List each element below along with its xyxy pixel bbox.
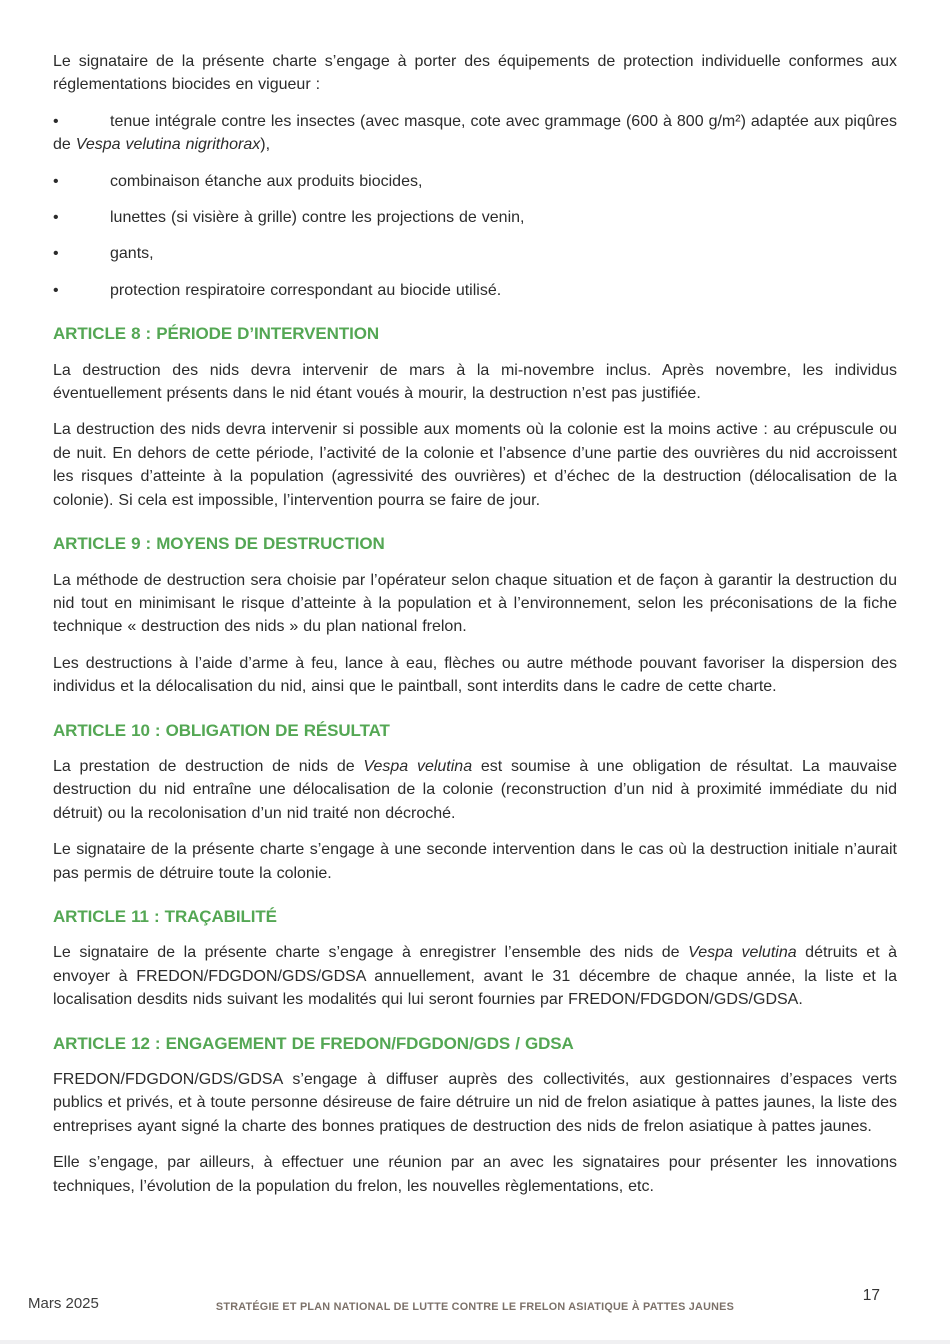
- text-segment: ARTICLE 11 : TRAÇABILITÉ: [53, 906, 277, 926]
- bullet-item: [53, 279, 897, 302]
- text-segment: Elle s’engage, par ailleurs, à effectuer une réunion par an avec les signataires pour présenter les innovations techniques, l’évolution de la population du frelon, les nouvelles règlementations, etc.: [53, 1154, 897, 1195]
- text-segment: Le signataire de la présente charte s’engage à une seconde intervention dans le cas où la destruction initiale n’aurait pas permis de détruire toute la colonie.: [53, 841, 897, 882]
- paragraph: [53, 50, 897, 97]
- text-segment: La méthode de destruction sera choisie par l’opérateur selon chaque situation et de façon à garantir la destruction du nid tout en minimisant le risque d’atteinte à la population et à l’environnement, selon les préconisations de la fiche technique « destruction des nids » du plan national frelon.: [53, 571, 897, 636]
- paragraph: [53, 838, 897, 885]
- footer-date: Mars 2025: [28, 1295, 99, 1312]
- bullet-item: [53, 206, 897, 229]
- bullet-icon: •: [53, 209, 59, 227]
- text-segment: ARTICLE 9 : MOYENS DE DESTRUCTION: [53, 534, 385, 554]
- text-segment: FREDON/FDGDON/GDS/GDSA s’engage à diffuser auprès des collectivités, aux gestionnaires d’espaces verts publics et privés, et à toute personne désireuse de faire détruire un nid de frelon asiatique à pattes jaunes, la liste des entreprises ayant signé la charte des bonnes pratiques de destruction des nids de frelon asiatique à pattes jaunes.: [53, 1071, 897, 1135]
- text-segment: La destruction des nids devra intervenir si possible aux moments où la colonie est la moins active : au crépuscule ou de nuit. En dehors de cette période, l’activité de la colonie et l’absence d’une partie des ouvrières du nid accroissent les risques d’atteinte à la population (agressivité des ouvrières) et d’échec de la destruction (délocalisation de la colonie). Si cela est impossible, l’intervention pourra se faire de jour.: [53, 421, 897, 509]
- article-heading: [53, 905, 897, 928]
- paragraph: [53, 1068, 897, 1138]
- text-segment: ARTICLE 8 : PÉRIODE D’INTERVENTION: [53, 324, 380, 344]
- bullet-icon: •: [53, 172, 59, 190]
- text-segment: ARTICLE 12 : ENGAGEMENT DE FREDON/FDGDON/GDS / GDSA: [53, 1033, 574, 1053]
- document-body: [53, 50, 897, 1211]
- text-segment: combinaison étanche aux produits biocides,: [110, 172, 423, 190]
- bullet-item: [53, 242, 897, 265]
- text-segment: protection respiratoire correspondant au biocide utilisé.: [110, 281, 502, 299]
- page-number: 17: [862, 1287, 880, 1304]
- paragraph: [53, 755, 897, 825]
- article-heading: [53, 322, 897, 345]
- text-segment: lunettes (si visière à grille) contre les projections de venin,: [110, 209, 525, 227]
- text-segment: détruits et à envoyer à FREDON/FDGDON/GDS/GDSA annuellement, avant le 31 décembre de chaque année, la liste et la localisation desdits nids suivant les modalités qui lui seront fournies par FREDON/FDGDON/GDS/GDSA.: [53, 944, 898, 1009]
- text-segment: tenue intégrale contre les insectes (avec masque, cote avec grammage (600 à 800 g/m²) adaptée aux piqûres de: [53, 112, 897, 154]
- bullet-item: [53, 170, 897, 193]
- italic-text-segment: Vespa velutina: [363, 757, 473, 775]
- bullet-icon: •: [53, 281, 59, 299]
- text-segment: est soumise à une obligation de résultat. La mauvaise destruction du nid entraîne une délocalisation de la colonie (reconstruction d’un nid à proximité immédiate du nid détruit) ou la recolonisation d’un nid traité non décroché.: [53, 757, 897, 822]
- text-segment: Les destructions à l’aide d’arme à feu, lance à eau, flèches ou autre méthode pouvant favoriser la dispersion des individus et la délocalisation du nid, ainsi que le paintball, sont interdits dans le cadre de cette charte.: [53, 654, 897, 696]
- text-segment: ARTICLE 10 : OBLIGATION DE RÉSULTAT: [53, 720, 390, 740]
- italic-text-segment: Vespa velutina: [688, 944, 797, 962]
- footer-document-title: STRATÉGIE ET PLAN NATIONAL DE LUTTE CONTRE LE FRELON ASIATIQUE À PATTES JAUNES: [215, 1301, 735, 1313]
- text-segment: Le signataire de la présente charte s’engage à porter des équipements de protection individuelle conformes aux réglementations biocides en vigueur :: [53, 53, 897, 94]
- paragraph: [53, 569, 897, 639]
- paragraph: [53, 652, 897, 699]
- article-heading: [53, 1032, 897, 1055]
- text-segment: La prestation de destruction de nids de: [53, 757, 364, 775]
- text-segment: La destruction des nids devra intervenir de mars à la mi-novembre inclus. Après novembre, les individus éventuellement présents dans le nid étant voués à mourir, la destruction n’est pas justifiée.: [53, 361, 897, 403]
- bullet-icon: •: [53, 245, 59, 263]
- italic-text-segment: Vespa velutina nigrithorax: [75, 136, 261, 154]
- text-segment: ),: [260, 136, 271, 154]
- paragraph: [53, 941, 897, 1011]
- page-footer: [0, 1264, 950, 1344]
- bullet-item: [53, 110, 897, 157]
- paragraph: [53, 359, 897, 406]
- paragraph: [53, 418, 897, 512]
- article-heading: [53, 719, 897, 742]
- page-bottom-edge: [0, 1340, 950, 1344]
- bullet-icon: •: [53, 112, 59, 130]
- text-segment: gants,: [110, 245, 154, 263]
- article-heading: [53, 532, 897, 555]
- paragraph: [53, 1151, 897, 1198]
- text-segment: Le signataire de la présente charte s’engage à enregistrer l’ensemble des nids de: [53, 944, 689, 962]
